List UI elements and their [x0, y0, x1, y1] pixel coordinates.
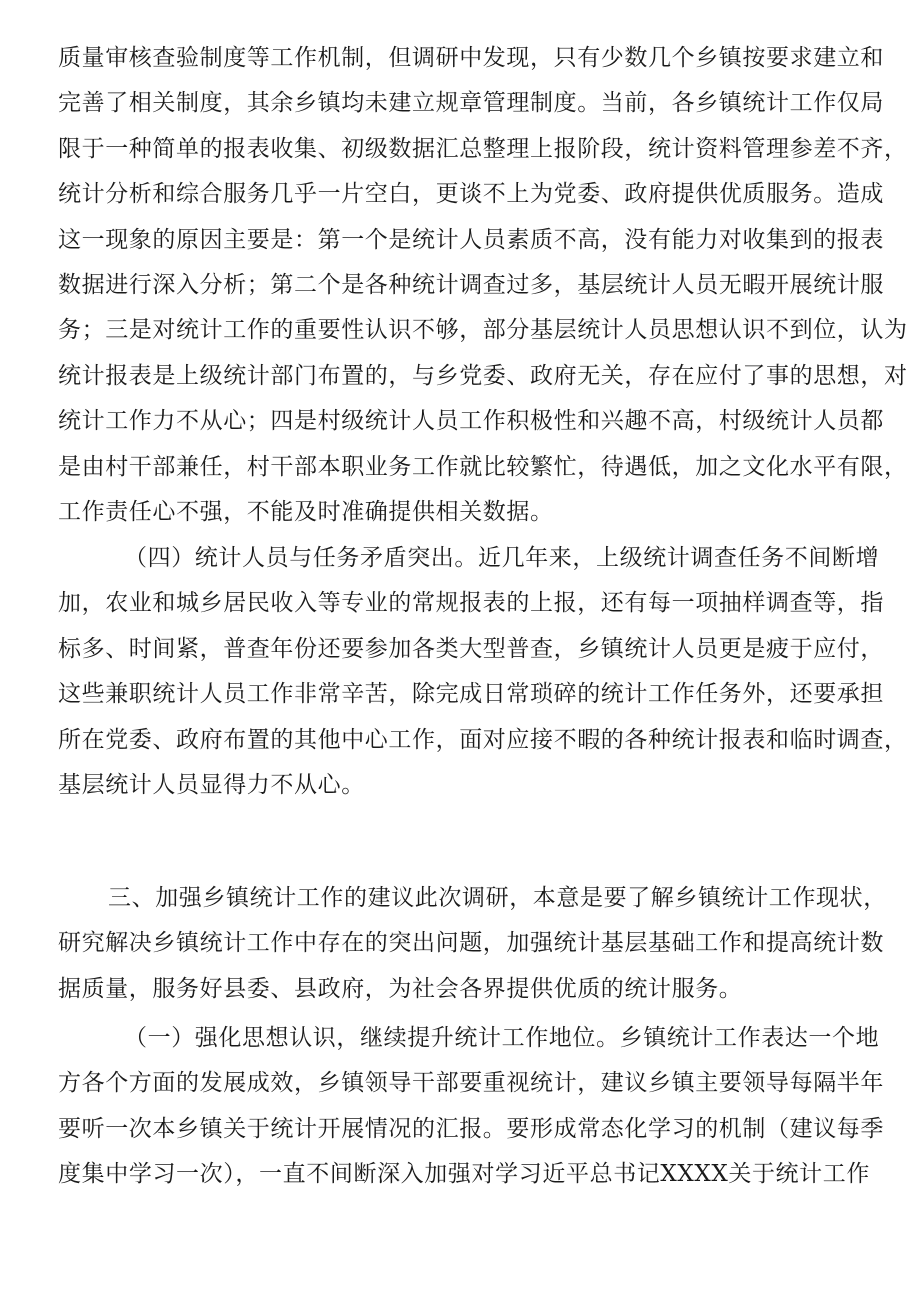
paragraph-3: [58, 876, 887, 1012]
text-line: （四）统计人员与任务矛盾突出。近几年来，上级统计调查任务不间断增: [124, 545, 880, 571]
text-line: 是由村干部兼任，村干部本职业务工作就比较繁忙，待遇低，加之文化水平有限，: [58, 453, 908, 480]
text-line: 务；三是对统计工作的重要性认识不够，部分基层统计人员思想认识不到位，认为: [58, 317, 908, 344]
text-line: 基层统计人员显得力不从心。: [58, 771, 365, 798]
text-line: 这些兼职统计人员工作非常辛苦，除完成日常琐碎的统计工作任务外，还要承担: [58, 681, 884, 708]
text-line: （一）强化思想认识，继续提升统计工作地位。乡镇统计工作表达一个地: [124, 1025, 880, 1051]
text-line: 质量审核查验制度等工作机制，但调研中发现，只有少数几个乡镇按要求建立和: [58, 45, 884, 71]
text-line: 所在党委、政府布置的其他中心工作，面对应接不暇的各种统计报表和临时调查，: [58, 726, 908, 753]
text-line: 标多、时间紧，普查年份还要参加各类大型普查，乡镇统计人员更是疲于应付，: [58, 635, 884, 662]
paragraph-2: [58, 536, 908, 808]
paragraph-1: [58, 36, 908, 535]
text-line: 工作责任心不强，不能及时准确提供相关数据。: [58, 498, 554, 525]
text-line: 数据进行深入分析；第二个是各种统计调查过多，基层统计人员无暇开展统计服: [58, 271, 884, 298]
paragraph-4: [58, 1016, 884, 1198]
text-line: 统计工作力不从心；四是村级统计人员工作积极性和兴趣不高，村级统计人员都: [58, 408, 884, 435]
section-heading-line: 三、加强乡镇统计工作的建议此次调研，本意是要了解乡镇统计工作现状，: [108, 885, 887, 911]
text-line: 这一现象的原因主要是：第一个是统计人员素质不高，没有能力对收集到的报表: [58, 226, 884, 253]
text-line: 度集中学习一次），一直不间断深入加强对学习近平总书记XXXX关于统计工作: [58, 1161, 870, 1188]
text-line: 加，农业和城乡居民收入等专业的常规报表的上报，还有每一项抽样调查等，指: [58, 590, 884, 617]
text-line: 统计报表是上级统计部门布置的，与乡党委、政府无关，存在应付了事的思想，对: [58, 362, 908, 389]
text-line: 要听一次本乡镇关于统计开展情况的汇报。要形成常态化学习的机制（建议每季: [58, 1115, 884, 1142]
text-line: 研究解决乡镇统计工作中存在的突出问题，加强统计基层基础工作和提高统计数: [58, 930, 884, 957]
text-line: 限于一种简单的报表收集、初级数据汇总整理上报阶段，统计资料管理参差不齐，: [58, 135, 908, 162]
text-line: 统计分析和综合服务几乎一片空白，更谈不上为党委、政府提供优质服务。造成: [58, 181, 884, 208]
text-line: 方各个方面的发展成效，乡镇领导干部要重视统计，建议乡镇主要领导每隔半年: [58, 1070, 884, 1097]
text-line: 据质量，服务好县委、县政府，为社会各界提供优质的统计服务。: [58, 975, 743, 1002]
text-line: 完善了相关制度，其余乡镇均未建立规章管理制度。当前，各乡镇统计工作仅局: [58, 90, 884, 117]
